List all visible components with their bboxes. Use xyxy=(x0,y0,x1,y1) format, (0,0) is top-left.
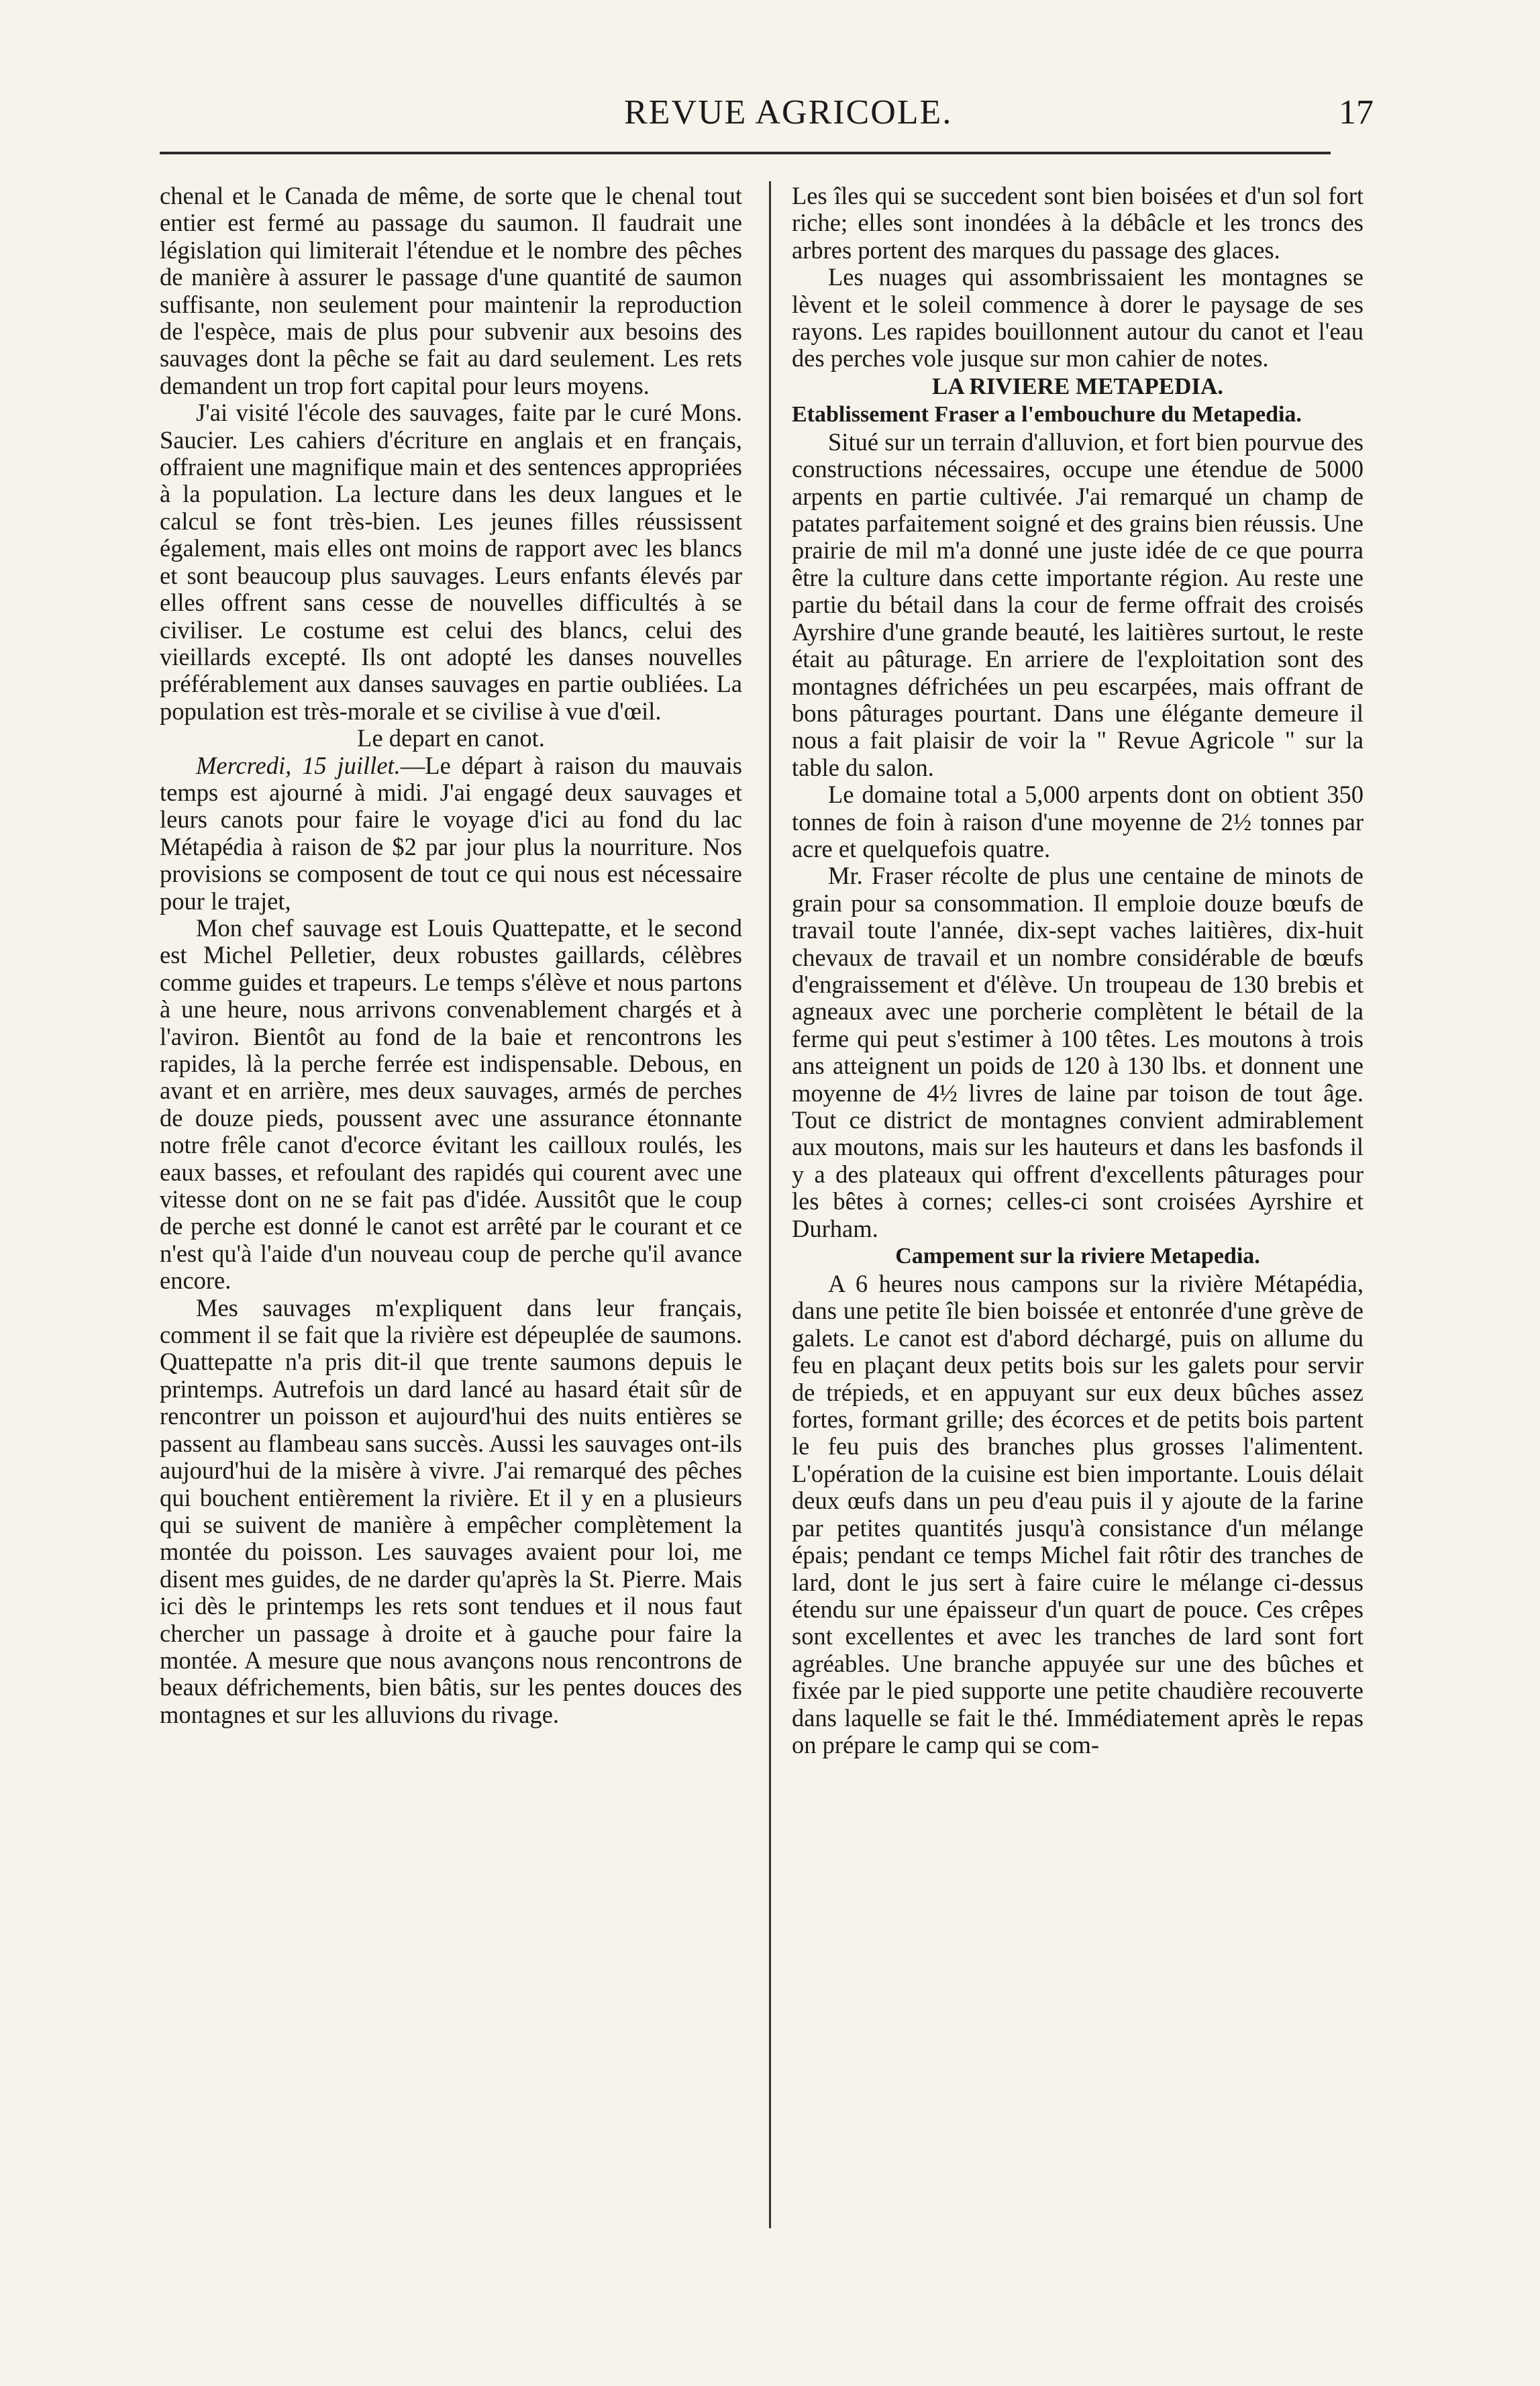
paragraph: Mercredi, 15 juillet.—Le départ à raison du mauvais temps est ajourné à midi. J'ai engagé deux sauvages et leurs canots pour faire le voyage d'ici au fond du lac Métapédia à raison de $2 par jour plus la nourriture. Nos provisions se composent de tout ce qui nous est nécessaire pour le trajet, xyxy=(160,751,742,915)
paragraph: Les îles qui se succedent sont bien boisées et d'un sol fort riche; elles sont inondées à la débâcle et les troncs des arbres portent des marques du passage des glaces. xyxy=(792,182,1364,264)
paragraph: Situé sur un terrain d'alluvion, et fort bien pourvue des constructions nécessaires, occupe une étendue de 5000 arpents en partie cultivée. J'ai remarqué un champ de patates parfaitement soigné et des grains bien réussis. Une prairie de mil m'a donné une juste idée de ce que pourra être la culture dans cette importante région. Au reste une partie du bétail dans la cour de ferme offrait des croisés Ayrshire d'une grande beauté, les laitières surtout, le reste était au pâturage. En arriere de l'exploitation sont des montagnes défrichées un peu escarpées, mais offrant de bons pâturages pourtant. Dans une élégante demeure il nous a fait plaisir de voir la " Revue Agricole " sur la table du salon. xyxy=(792,428,1364,781)
paragraph: chenal et le Canada de même, de sorte que le chenal tout entier est fermé au passage du saumon. Il faudrait une législation qui limiterait l'étendue et le nombre des pêches de manière à assurer le passage d'une quantité de saumon suffisante, non seulement pour maintenir la reproduction de l'espèce, mais de plus pour subvenir aux besoins des sauvages dont la pêche se fait au dard seulement. Les rets demandent un trop fort capital pour leurs moyens. xyxy=(160,182,742,399)
section-heading: LA RIVIERE METAPEDIA. xyxy=(932,372,1223,399)
paragraph: Mon chef sauvage est Louis Quattepatte, et le second est Michel Pelletier, deux robustes gaillards, célèbres comme guides et trapeurs. Le temps s'élève et nous partons à une heure, nous arrivons convenablement chargés et à l'aviron. Bientôt au fond de la baie et rencontrons les rapides, là la perche ferrée est indispensable. Debous, en avant et en arrière, mes deux sauvages, armés de perches de douze pieds, poussent avec une assurance étonnante notre frêle canot d'ecorce évitant les cailloux roulés, les eaux basses, et refoulant des rapidés qui courent avec une vitesse dont on ne se fait pas d'idée. Aussitôt que le coup de perche est donné le canot est arrêté par le courant et ce n'est qu'à l'aide d'un nouveau coup de perche qu'il avance encore. xyxy=(160,913,742,1295)
paragraph: A 6 heures nous campons sur la rivière Métapédia, dans une petite île bien boissée et entonrée d'une grève de galets. Le canot est d'abord déchargé, puis on allume du feu en plaçant deux petits bois sur les galets pour servir de trépieds, et en appuyant sur eux deux bûches assez fortes, formant grille; des écorces et de petits bois partent le feu puis des branches plus grosses l'alimentent. L'opération de la cuisine est bien importante. Louis délait deux œufs dans un peu d'eau puis il y ajoute de la farine par petites quantités jusqu'à consistance d'un mélange épais; pendant ce temps Michel fait rôtir des tranches de lard, dont le jus sert à faire cuire le mélange ci-dessus étendu sur une épaisseur d'un quart de pouce. Ces crêpes sont excellentes et avec les tranches de lard sont fort agréables. Une branche appuyée sur une des bûches et fixée par le pied supporte une petite chaudière recouverte dans laquelle se fait le thé. Immédiatement après le repas on prépare le camp qui se com- xyxy=(792,1270,1364,1758)
left-column xyxy=(160,183,742,1728)
sub-heading: Etablissement Fraser a l'embouchure du Metapedia. xyxy=(792,401,1302,427)
paragraph: Mr. Fraser récolte de plus une centaine de minots de grain pour sa consommation. Il emploie douze bœufs de travail toute l'année, dix-sept vaches laitières, dix-huit chevaux de travail et un nombre considérable de bœufs d'engraissement et d'élève. Un troupeau de 130 brebis et agneaux avec une porcherie complètent le bétail de la ferme qui peut s'estimer à 100 têtes. Les moutons à trois ans atteignent un poids de 120 à 130 lbs. et donnent une moyenne de 4½ livres de laine par toison de tout âge. Tout ce district de montagnes convient admirablement aux moutons, mais sur les hauteurs et dans les basfonds il y a des plateaux qui offrent d'excellents pâturages pour les bêtes à cornes; celles-ci sont croisées Ayrshire et Durham. xyxy=(792,862,1364,1242)
column-divider xyxy=(769,181,771,2228)
journal-title: REVUE AGRICOLE. xyxy=(624,93,953,132)
header-rule xyxy=(160,152,1331,154)
paragraph: Mes sauvages m'expliquent dans leur français, comment il se fait que la rivière est dépeuplée de saumons. Quattepatte n'a pris dit-il que trente saumons depuis le printemps. Autrefois un dard lancé au hasard était sûr de rencontrer un poisson et aujourd'hui des nuits entières se passent au flambeau sans succès. Aussi les sauvages ont-ils aujourd'hui de la misère à vivre. J'ai remarqué des pêches qui bouchent entièrement la rivière. Et il y en a plusieurs qui se suivent de manière à empêcher complètement la montée du poisson. Les sauvages avaient pour loi, me disent mes guides, de ne darder qu'après la St. Pierre. Mais ici dès le printemps les rets sont tendues et il nous faut chercher un passage à droite et à gauche pour faire la montée. A mesure que nous avançons nous rencontrons de beaux défrichements, bien bâtis, sur les pentes douces des montagnes et sur les alluvions du rivage. xyxy=(160,1293,742,1728)
paragraph: Les nuages qui assombrissaient les montagnes se lèvent et le soleil commence à dorer le paysage de ses rayons. Les rapides bouillonnent autour du canot et l'eau des perches vole jusque sur mon cahier de notes. xyxy=(792,263,1364,372)
page-number: 17 xyxy=(1339,93,1374,132)
running-head xyxy=(0,93,1540,140)
sub-heading: Campement sur la riviere Metapedia. xyxy=(895,1244,1260,1269)
section-heading: Le depart en canot. xyxy=(357,724,545,752)
paragraph: J'ai visité l'école des sauvages, faite par le curé Mons. Saucier. Les cahiers d'écriture en anglais et en français, offraient une magnifique main et des sentences appropriées à la population. La lecture dans les deux langues et le calcul se font très-bien. Les jeunes filles réussissent également, mais elles ont moins de rapport avec les blancs et sont beaucoup plus sauvages. Leurs enfants élevés par elles offrent sans cesse de nouvelles difficultés à se civiliser. Le costume est celui des blancs, celui des vieillards excepté. Ils ont adopté les danses nouvelles préférablement aux danses sauvages en partie oubliées. La population est très-morale et se civilise à vue d'œil. xyxy=(160,399,742,725)
paragraph: Le domaine total a 5,000 arpents dont on obtient 350 tonnes de foin à raison d'une moyenne de 2½ tonnes par acre et quelquefois quatre. xyxy=(792,781,1364,862)
right-column xyxy=(792,183,1364,1758)
date-line: Mercredi, 15 juillet. xyxy=(196,751,401,779)
